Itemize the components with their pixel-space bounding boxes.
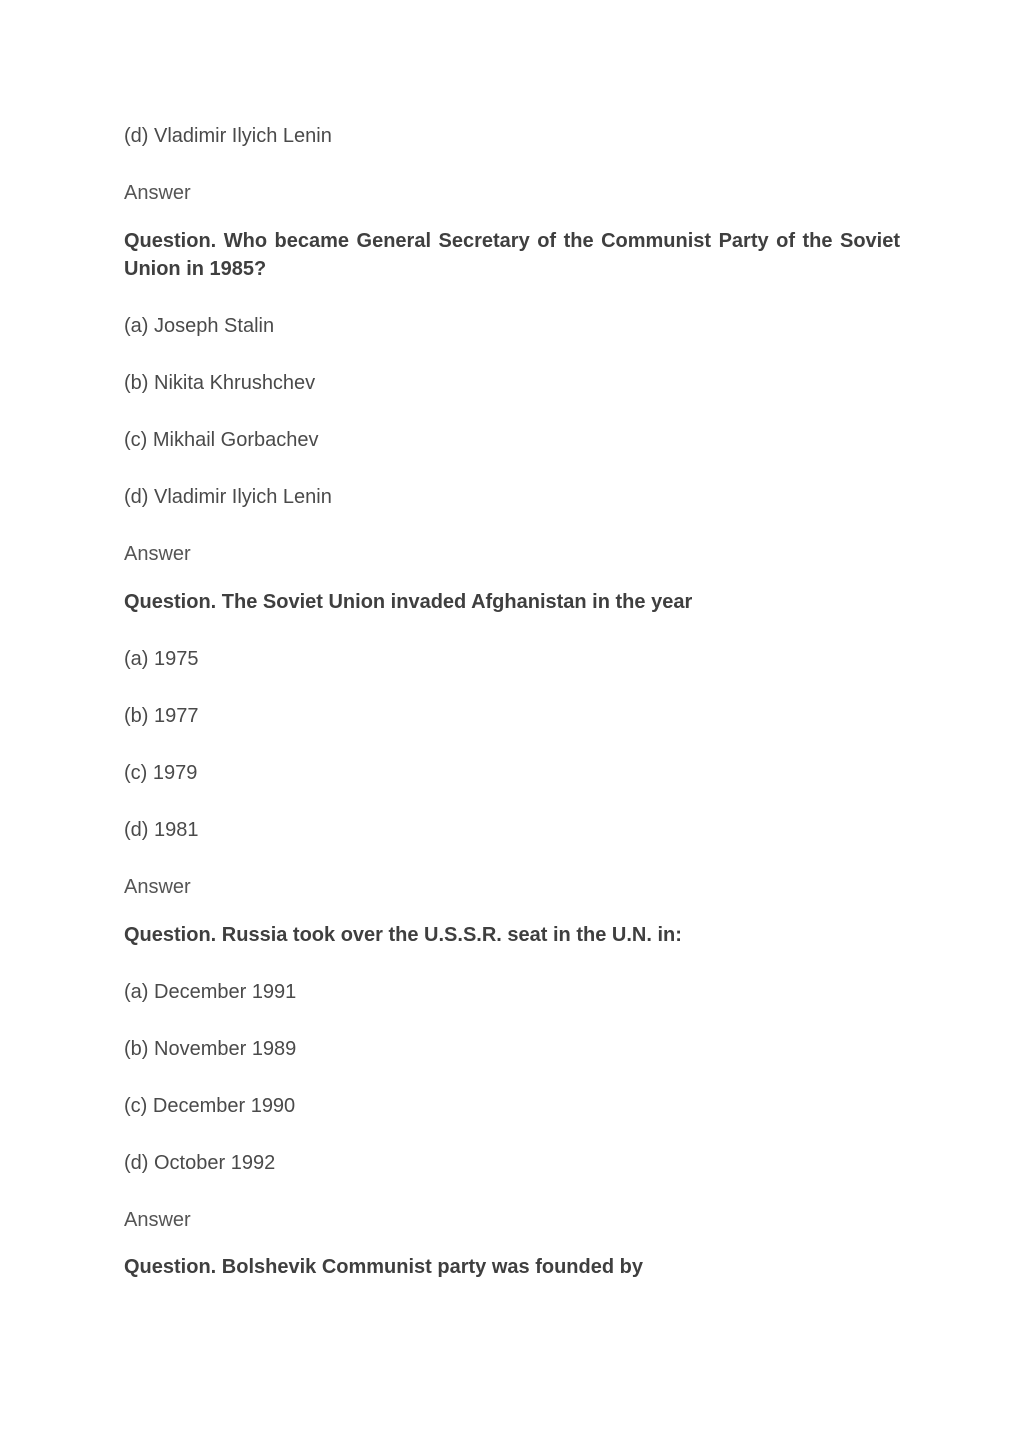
option-d-lenin: (d) Vladimir Ilyich Lenin [124,486,332,508]
question-bolshevik-party: Question. Bolshevik Communist party was founded by [124,1256,643,1278]
answer-link[interactable]: Answer [124,876,191,898]
option-a-stalin: (a) Joseph Stalin [124,315,275,337]
option-c-1979: (c) 1979 [124,762,198,784]
option-b-november-1989: (b) November 1989 [124,1038,297,1060]
document-page [124,0,900,1446]
answer-link[interactable]: Answer [124,182,191,204]
option-d-1981: (d) 1981 [124,819,199,841]
question-afghanistan: Question. The Soviet Union invaded Afghanistan in the year [124,591,693,613]
option-b-khrushchev: (b) Nikita Khrushchev [124,372,316,394]
option-b-1977: (b) 1977 [124,705,199,727]
option-c-december-1990: (c) December 1990 [124,1095,296,1117]
option-d-october-1992: (d) October 1992 [124,1152,276,1174]
option-a-1975: (a) 1975 [124,648,199,670]
question-un-seat: Question. Russia took over the U.S.S.R. seat in the U.N. in: [124,924,682,946]
option-c-gorbachev: (c) Mikhail Gorbachev [124,429,319,451]
answer-link[interactable]: Answer [124,543,191,565]
answer-link[interactable]: Answer [124,1209,191,1231]
option-d-lenin: (d) Vladimir Ilyich Lenin [124,125,332,147]
option-a-december-1991: (a) December 1991 [124,981,297,1003]
question-general-secretary: Question. Who became General Secretary of the Communist Party of the Soviet Union in 1985? [124,230,900,280]
